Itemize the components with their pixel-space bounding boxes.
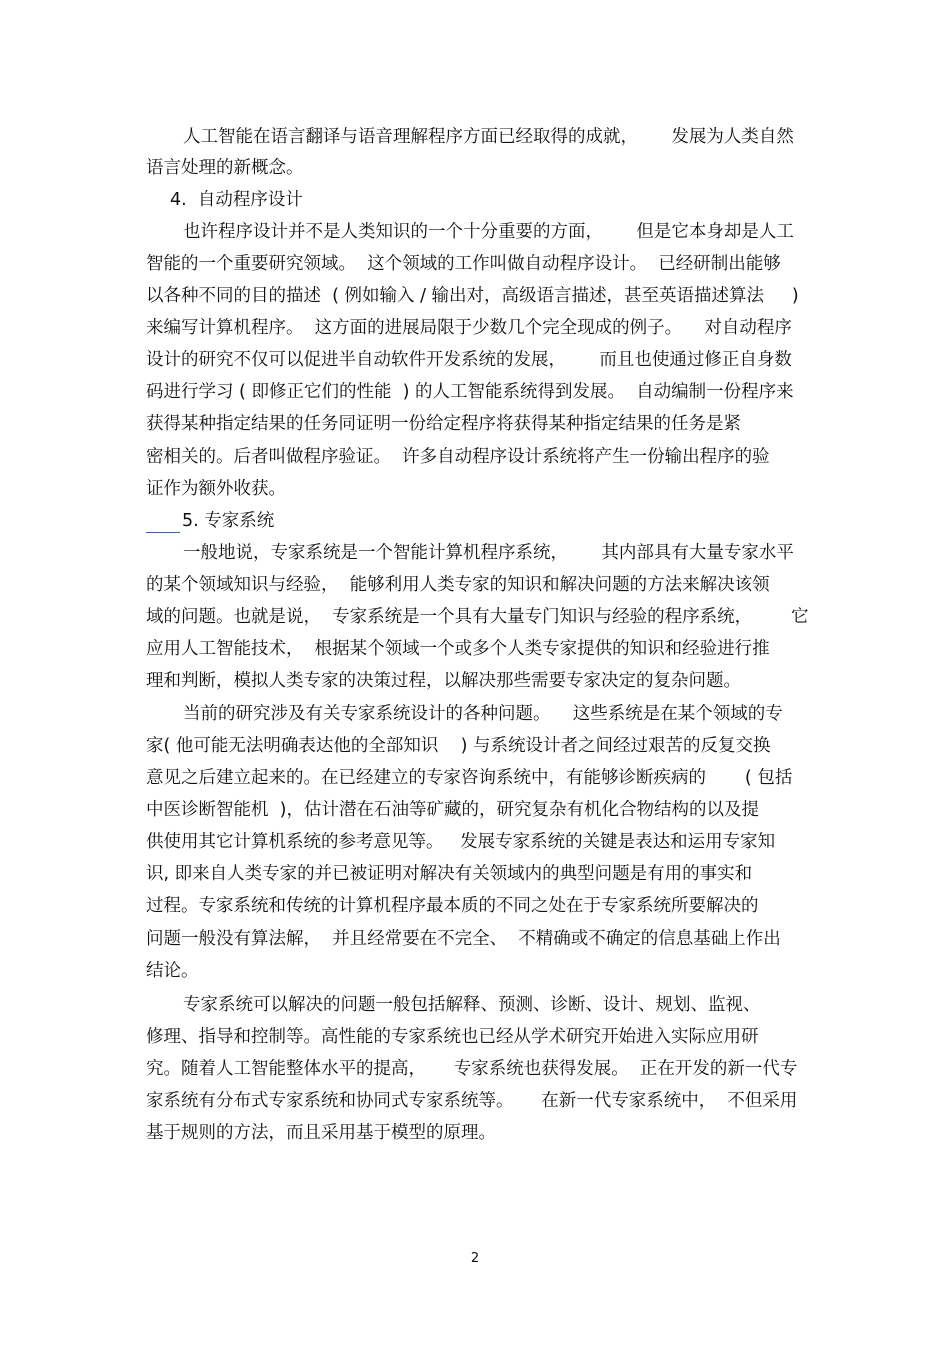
paragraph-line: 究。随着人工智能整体水平的提高， 专家系统也获得发展。 正在开发的新一代专 bbox=[146, 1059, 798, 1079]
paragraph-line: 获得某种指定结果的任务同证明一份给定程序将获得某种指定结果的任务是紧 bbox=[146, 414, 741, 434]
paragraph-line: 问题一般没有算法解， 并且经常要在不完全、 不精确或不确定的信息基础上作出 bbox=[146, 929, 781, 949]
heading-underline bbox=[146, 532, 180, 533]
paragraph-line: 智能的一个重要研究领域。 这个领域的工作叫做自动程序设计。 已经研制出能够 bbox=[146, 254, 781, 274]
paragraph-line: 意见之后建立起来的。在已经建立的专家咨询系统中，有能够诊断疾病的 ( 包括 bbox=[146, 768, 793, 788]
paragraph-line: 密相关的。后者叫做程序验证。 许多自动程序设计系统将产生一份输出程序的验 bbox=[146, 447, 770, 467]
section-heading-4: 4. 自动程序设计 bbox=[170, 190, 303, 210]
section-heading-5: 5. 专家系统 bbox=[182, 511, 275, 531]
paragraph-line: 以各种不同的目的描述 ( 例如输入 / 输出对，高级语言描述，甚至英语描述算法 ) bbox=[146, 286, 799, 306]
paragraph-line: 域的问题。也就是说， 专家系统是一个具有大量专门知识与经验的程序系统， 它 bbox=[146, 607, 809, 627]
paragraph-line: 中医诊断智能机 )，估计潜在石油等矿藏的，研究复杂有机化合物结构的以及提 bbox=[146, 800, 759, 820]
paragraph-line: 识, 即来自人类专家的并已被证明对解决有关领域内的典型问题是有用的事实和 bbox=[146, 864, 753, 884]
page-number: 2 bbox=[470, 1251, 480, 1266]
paragraph-line: 理和判断，模拟人类专家的决策过程，以解决那些需要专家决定的复杂问题。 bbox=[146, 671, 741, 691]
paragraph-line: 家( 他可能无法明确表达他的全部知识 ) 与系统设计者之间经过艰苦的反复交换 bbox=[146, 736, 771, 756]
paragraph-line: 家系统有分布式专家系统和协同式专家系统等。 在新一代专家系统中， 不但采用 bbox=[146, 1091, 798, 1111]
paragraph-line: 当前的研究涉及有关专家系统设计的各种问题。 这些系统是在某个领域的专 bbox=[183, 704, 783, 724]
paragraph-line: 一般地说，专家系统是一个智能计算机程序系统， 其内部具有大量专家水平 bbox=[183, 543, 794, 563]
paragraph-line: 的某个领域知识与经验， 能够利用人类专家的知识和解决问题的方法来解决该领 bbox=[146, 575, 770, 595]
paragraph-line: 基于规则的方法，而且采用基于模型的原理。 bbox=[146, 1123, 496, 1143]
paragraph-line: 来编写计算机程序。 这方面的进展局限于少数几个完全现成的例子。 对自动程序 bbox=[146, 318, 792, 338]
paragraph-line: 证作为额外收获。 bbox=[146, 479, 286, 499]
paragraph-line: 修理、指导和控制等。高性能的专家系统也已经从学术研究开始进入实际应用研 bbox=[146, 1027, 759, 1047]
paragraph-line: 结论。 bbox=[146, 961, 199, 981]
paragraph-line: 码进行学习 ( 即修正它们的性能 ) 的人工智能系统得到发展。 自动编制一份程序来 bbox=[146, 382, 794, 402]
paragraph-line: 专家系统可以解决的问题一般包括解释、预测、诊断、设计、规划、监视、 bbox=[183, 995, 761, 1015]
paragraph-line: 语言处理的新概念。 bbox=[146, 158, 304, 178]
paragraph-line: 人工智能在语言翻译与语音理解程序方面已经取得的成就， 发展为人类自然 bbox=[183, 127, 794, 147]
paragraph-line: 过程。专家系统和传统的计算机程序最本质的不同之处在于专家系统所要解决的 bbox=[146, 896, 759, 916]
paragraph-line: 也许程序设计并不是人类知识的一个十分重要的方面， 但是它本身却是人工 bbox=[183, 222, 794, 242]
paragraph-line: 供使用其它计算机系统的参考意见等。 发展专家系统的关键是表达和运用专家知 bbox=[146, 832, 776, 852]
paragraph-line: 应用人工智能技术， 根据某个领域一个或多个人类专家提供的知识和经验进行推 bbox=[146, 639, 770, 659]
paragraph-line: 设计的研究不仅可以促进半自动软件开发系统的发展， 而且也使通过修正自身数 bbox=[146, 350, 792, 370]
